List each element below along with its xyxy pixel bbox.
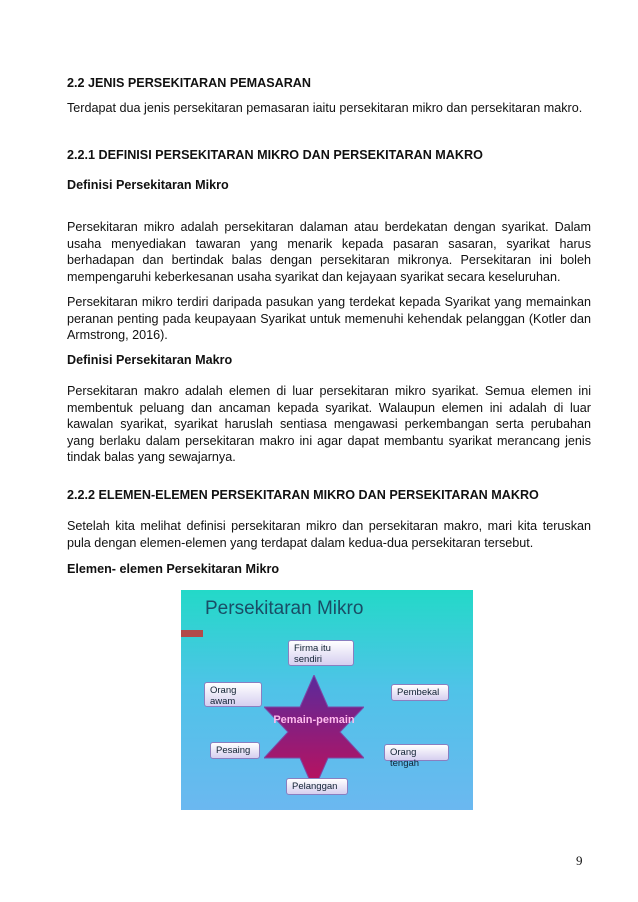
star-center-label: Pemain-pemain bbox=[273, 714, 355, 726]
star-shape bbox=[264, 675, 364, 790]
intro-paragraph: Terdapat dua jenis persekitaran pemasaran iaitu persekitaran mikro dan persekitaran makro. bbox=[67, 101, 583, 115]
section-heading-2-2-2: 2.2.2 ELEMEN-ELEMEN PERSEKITARAN MIKRO DAN PERSEKITARAN MAKRO bbox=[67, 488, 539, 502]
paragraph-makro: Persekitaran makro adalah elemen di luar persekitaran mikro syarikat. Semua elemen ini membentuk peluang dan ancaman kepada syarikat. Walaupun elemen ini adalah di luar kawalan syarikat, syarikat haruslah sentiasa mengawasi perkembangan serta perubahan yang berlaku dalam persekitaran makro ini agar dapat membantu syarikat merancang jenis tindak balas yang sewajarnya. bbox=[67, 384, 591, 464]
section-heading-2-2: 2.2 JENIS PERSEKITARAN PEMASARAN bbox=[67, 76, 311, 90]
star-icon bbox=[264, 675, 364, 790]
page-number: 9 bbox=[576, 853, 583, 868]
heading-definisi-makro: Definisi Persekitaran Makro bbox=[67, 353, 233, 367]
paragraph-elemen: Setelah kita melihat definisi persekitaran mikro dan persekitaran makro, mari kita teruskan pula dengan elemen-elemen yang terdapat dalam kedua-dua persekitaran tersebut. bbox=[67, 519, 591, 550]
section-heading-2-2-1: 2.2.1 DEFINISI PERSEKITARAN MIKRO DAN PERSEKITARAN MAKRO bbox=[67, 148, 483, 162]
paragraph-mikro-1: Persekitaran mikro adalah persekitaran dalaman atau berdekatan dengan syarikat. Dalam usaha menyediakan tawaran yang menarik kepada pasaran sasaran, syarikat harus berhadapan dan bertindak balas dengan persekitaran mikronya. Persekitaran ini boleh mempengaruhi keberkesanan usaha syarikat dan kejayaan syarikat secara keseluruhan. bbox=[67, 220, 591, 284]
persekitaran-mikro-diagram bbox=[181, 590, 473, 810]
node-orang-awam: Orang awam bbox=[204, 682, 262, 707]
heading-elemen-mikro: Elemen- elemen Persekitaran Mikro bbox=[67, 562, 280, 576]
node-orang-tengah: Orang tengah bbox=[384, 744, 449, 761]
diagram-title: Persekitaran Mikro bbox=[205, 598, 364, 619]
node-pembekal: Pembekal bbox=[391, 684, 449, 701]
node-pesaing: Pesaing bbox=[210, 742, 260, 759]
node-firma: Firma itu sendiri bbox=[288, 640, 354, 666]
diagram-accent-bar bbox=[181, 630, 203, 637]
paragraph-mikro-2: Persekitaran mikro terdiri daripada pasukan yang terdekat kepada Syarikat yang memainkan peranan penting pada keupayaan Syarikat untuk memenuhi kehendak pelanggan (Kotler dan Armstrong, 2016). bbox=[67, 295, 591, 342]
heading-definisi-mikro: Definisi Persekitaran Mikro bbox=[67, 178, 229, 192]
node-pelanggan: Pelanggan bbox=[286, 778, 348, 795]
